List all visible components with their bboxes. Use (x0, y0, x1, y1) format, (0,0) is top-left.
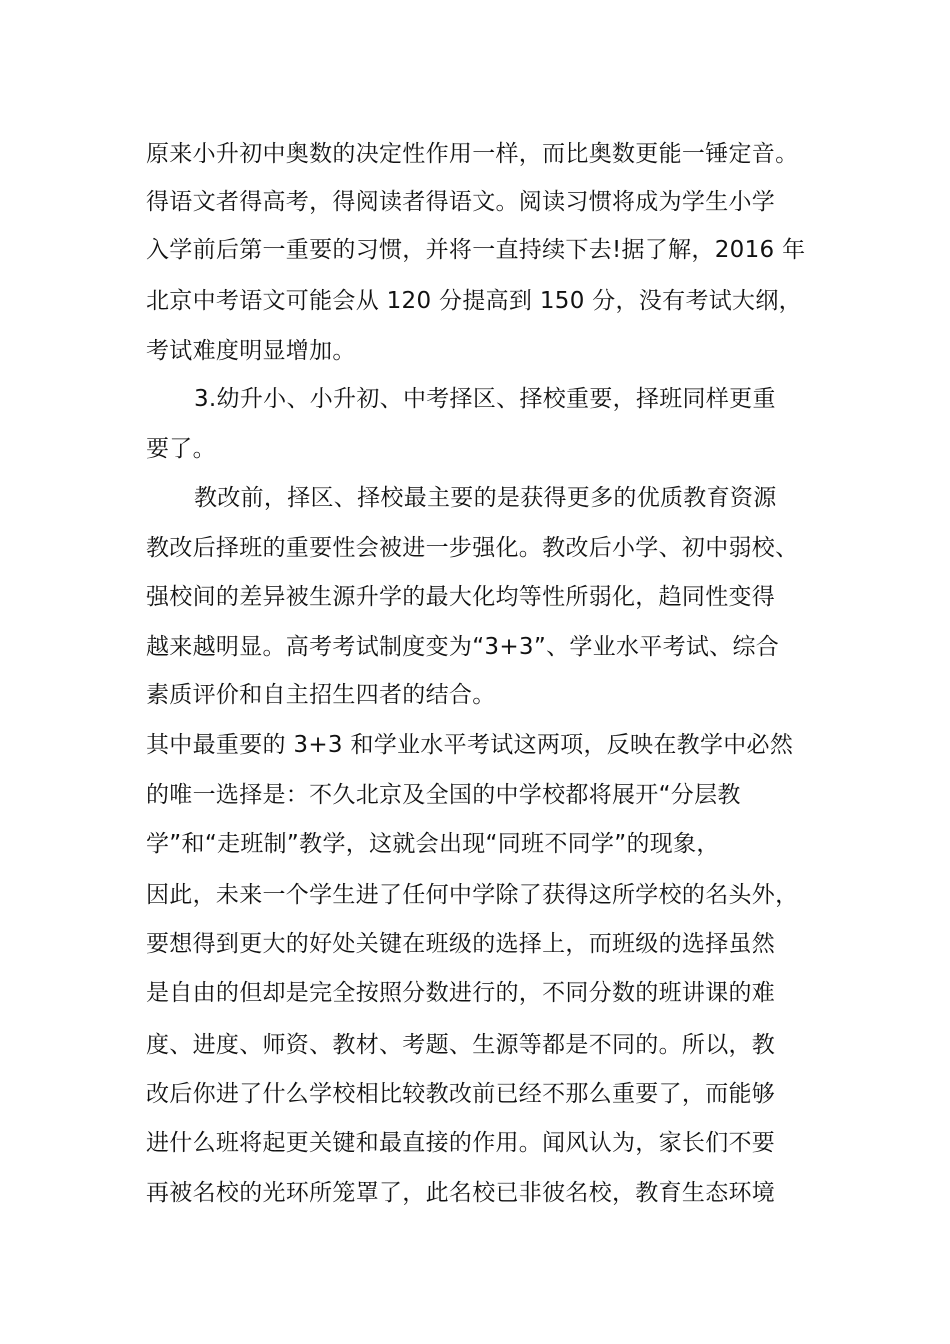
text-line: 越来越明显。高考考试制度变为“3+3”、学业水平考试、综合 (146, 634, 780, 660)
text-line: 改后你进了什么学校相比较教改前已经不那么重要了，而能够 (146, 1081, 776, 1107)
text-line: 其中最重要的 3+3 和学业水平考试这两项，反映在教学中必然 (146, 732, 794, 758)
text-line: 北京中考语文可能会从 120 分提高到 150 分，没有考试大纲， (146, 288, 802, 314)
text-line: 入学前后第一重要的习惯，并将一直持续下去!据了解，2016 年 (146, 237, 806, 263)
text-line: 考试难度明显增加。 (146, 338, 356, 364)
text-line: 教改后择班的重要性会被进一步强化。教改后小学、初中弱校、 (146, 535, 799, 561)
text-line: 3.幼升小、小升初、中考择区、择校重要，择班同样更重 (194, 386, 776, 412)
text-line: 因此，未来一个学生进了任何中学除了获得这所学校的名头外， (146, 882, 799, 908)
text-line: 素质评价和自主招生四者的结合。 (146, 682, 496, 708)
text-line: 原来小升初中奥数的决定性作用一样，而比奥数更能一锤定音。 (146, 141, 799, 167)
text-line: 是自由的但却是完全按照分数进行的，不同分数的班讲课的难 (146, 980, 776, 1006)
text-line: 要想得到更大的好处关键在班级的选择上，而班级的选择虽然 (146, 931, 776, 957)
text-line: 的唯一选择是：不久北京及全国的中学校都将展开“分层教 (146, 782, 741, 808)
text-line: 再被名校的光环所笼罩了，此名校已非彼名校，教育生态环境 (146, 1180, 776, 1206)
text-line: 强校间的差异被生源升学的最大化均等性所弱化，趋同性变得 (146, 584, 776, 610)
text-line: 度、进度、师资、教材、考题、生源等都是不同的。所以，教 (146, 1032, 776, 1058)
text-line: 教改前，择区、择校最主要的是获得更多的优质教育资源 (194, 485, 777, 511)
text-line: 学”和“走班制”教学，这就会出现“同班不同学”的现象， (146, 831, 720, 857)
text-line: 进什么班将起更关键和最直接的作用。闻风认为，家长们不要 (146, 1130, 776, 1156)
text-line: 要了。 (146, 436, 216, 462)
text-line: 得语文者得高考，得阅读者得语文。阅读习惯将成为学生小学 (146, 189, 776, 215)
